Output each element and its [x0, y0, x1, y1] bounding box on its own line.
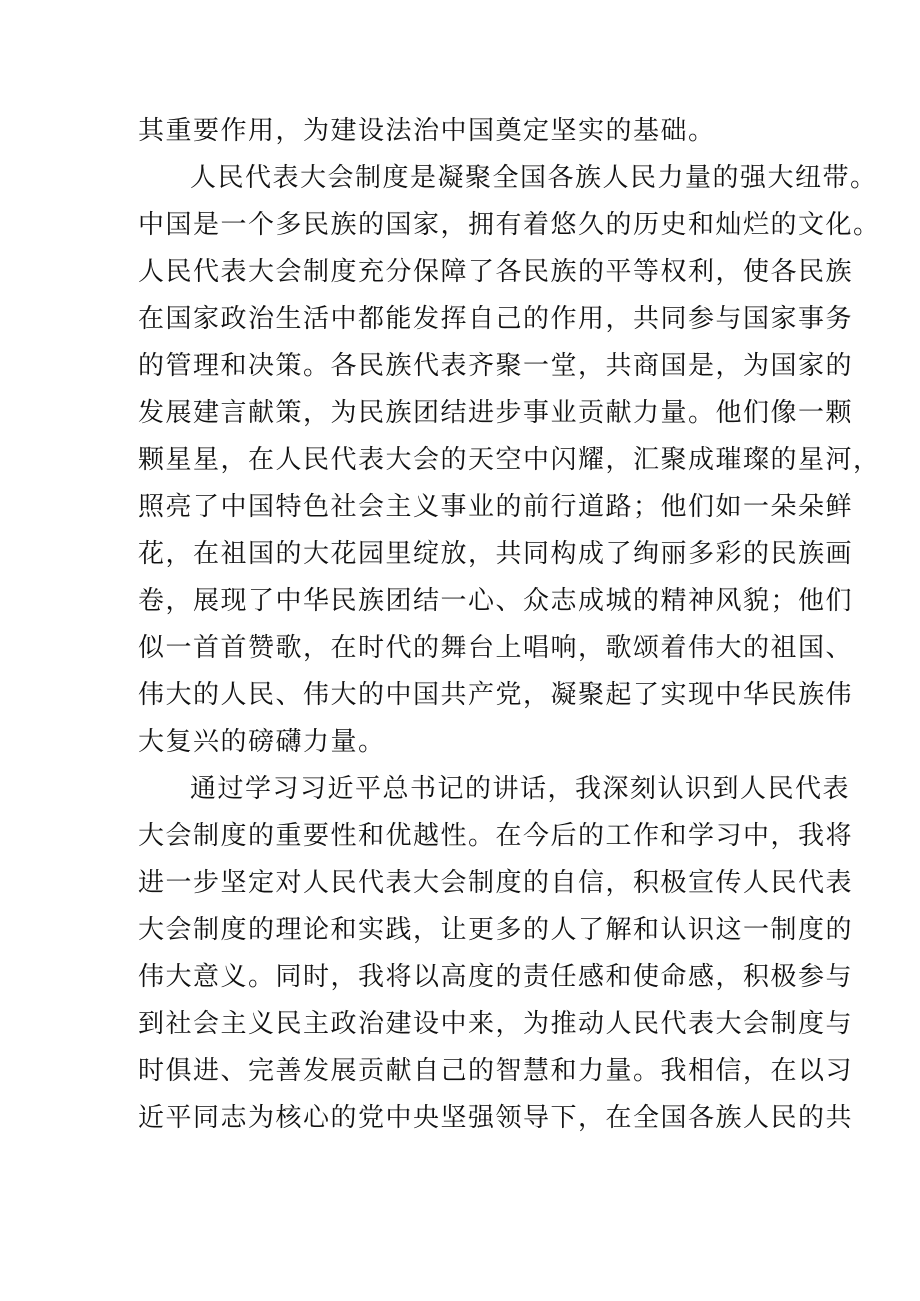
paragraph — [138, 766, 854, 1142]
text-line: 伟大的人民、伟大的中国共产党，凝聚起了实现中华民族伟 — [138, 680, 854, 710]
text-line: 颗星星，在人民代表大会的天空中闪耀，汇聚成璀璨的星河， — [138, 445, 881, 475]
text-line: 发展建言献策，为民族团结进步事业贡献力量。他们像一颗 — [138, 398, 854, 428]
text-line: 照亮了中国特色社会主义事业的前行道路；他们如一朵朵鲜 — [138, 492, 854, 522]
text-line: 其重要作用，为建设法治中国奠定坚实的基础。 — [138, 116, 716, 146]
text-line: 大会制度的重要性和优越性。在今后的工作和学习中，我将 — [138, 821, 854, 851]
text-line: 中国是一个多民族的国家，拥有着悠久的历史和灿烂的文化。 — [138, 210, 881, 240]
text-line: 花，在祖国的大花园里绽放，共同构成了绚丽多彩的民族画 — [138, 539, 854, 569]
text-line: 在国家政治生活中都能发挥自己的作用，共同参与国家事务 — [138, 304, 854, 334]
text-line: 大会制度的理论和实践，让更多的人了解和认识这一制度的 — [138, 915, 854, 945]
text-line: 人民代表大会制度充分保障了各民族的平等权利，使各民族 — [138, 257, 854, 287]
text-line: 的管理和决策。各民族代表齐聚一堂，共商国是，为国家的 — [138, 351, 854, 381]
text-line: 人民代表大会制度是凝聚全国各族人民力量的强大纽带。 — [190, 163, 878, 193]
paragraph — [138, 108, 788, 155]
text-line: 伟大意义。同时，我将以高度的责任感和使命感，积极参与 — [138, 962, 854, 992]
text-line: 时俱进、完善发展贡献自己的智慧和力量。我相信，在以习 — [138, 1056, 854, 1086]
text-line: 大复兴的磅礴力量。 — [138, 727, 386, 757]
text-line: 卷，展现了中华民族团结一心、众志成城的精神风貌；他们 — [138, 586, 854, 616]
text-line: 到社会主义民主政治建设中来，为推动人民代表大会制度与 — [138, 1009, 854, 1039]
paragraph — [138, 155, 881, 766]
text-line: 近平同志为核心的党中央坚强领导下，在全国各族人民的共 — [138, 1103, 854, 1133]
text-line: 进一步坚定对人民代表大会制度的自信，积极宣传人民代表 — [138, 868, 854, 898]
text-line: 似一首首赞歌，在时代的舞台上唱响，歌颂着伟大的祖国、 — [138, 633, 854, 663]
text-line: 通过学习习近平总书记的讲话，我深刻认识到人民代表 — [190, 774, 851, 804]
document-body — [138, 108, 881, 1142]
